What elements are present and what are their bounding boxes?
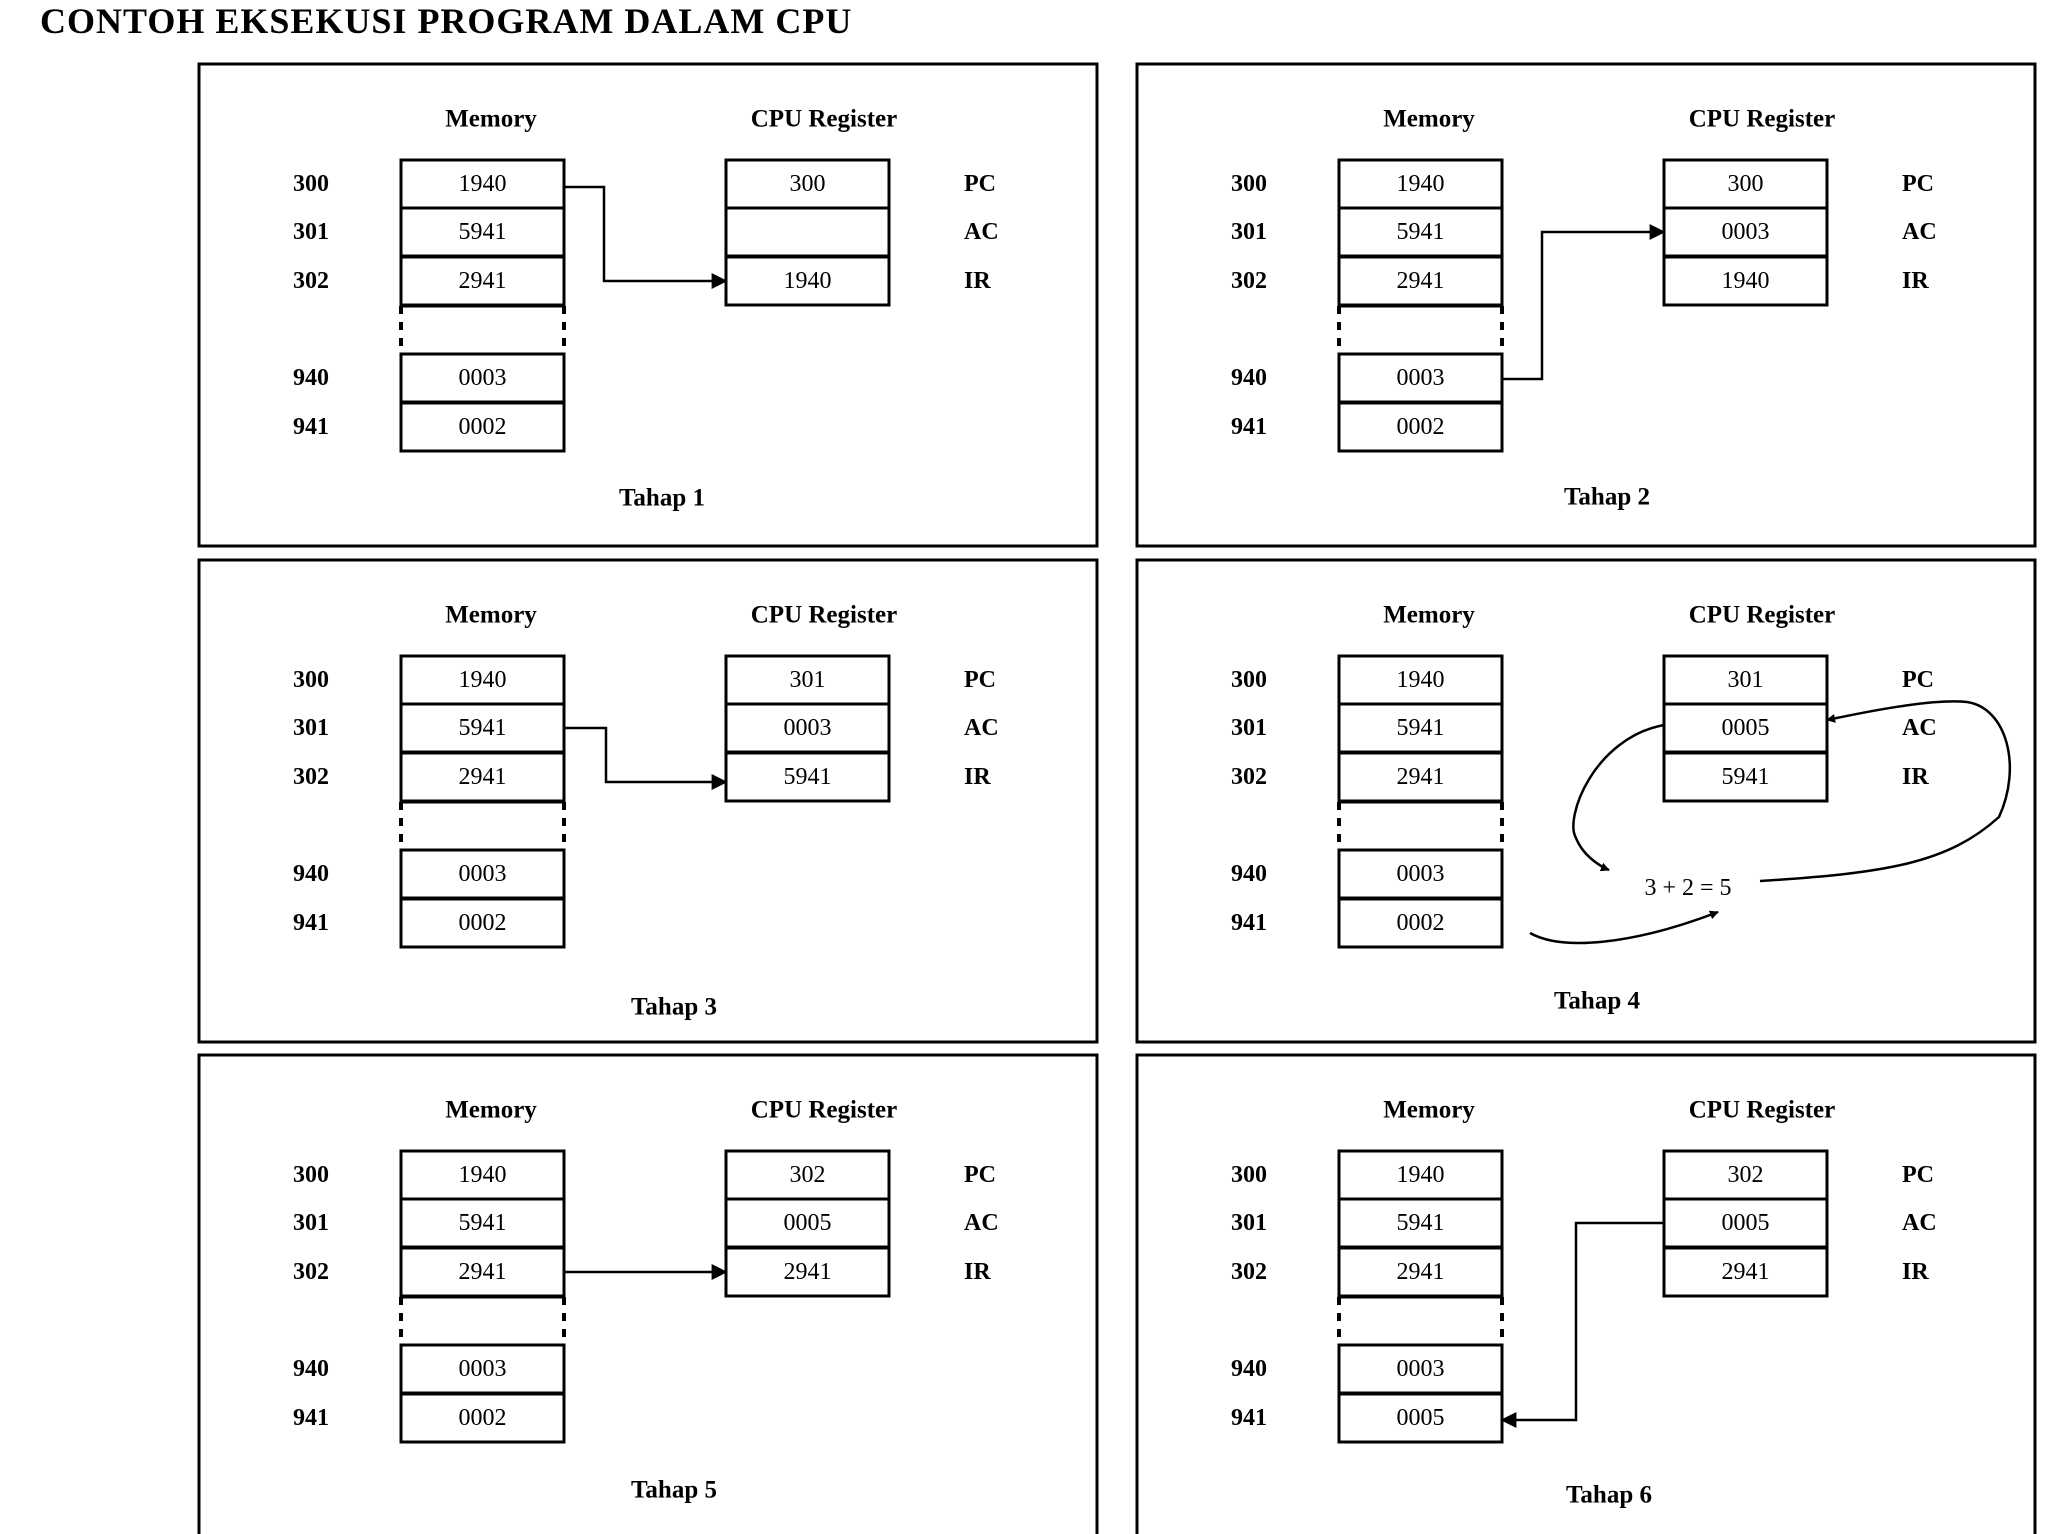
memory-value-941: 0002 bbox=[458, 910, 507, 936]
cpu-register-header: CPU Register bbox=[750, 601, 898, 629]
memory-value-940: 0003 bbox=[458, 861, 507, 887]
memory-value-301: 5941 bbox=[458, 1210, 507, 1236]
address-label-941: 941 bbox=[293, 414, 329, 440]
stage-label: Tahap 4 bbox=[1554, 987, 1640, 1015]
address-label-302: 302 bbox=[1231, 764, 1267, 790]
stage-panel-2 bbox=[1137, 64, 2035, 546]
memory-value-302: 2941 bbox=[458, 268, 507, 294]
panel-border bbox=[1137, 64, 2035, 546]
memory-value-941: 0005 bbox=[1396, 1405, 1445, 1431]
address-label-940: 940 bbox=[293, 861, 329, 887]
register-label-ac: AC bbox=[964, 715, 999, 741]
address-label-301: 301 bbox=[293, 715, 329, 741]
memory-value-301: 5941 bbox=[458, 219, 507, 245]
register-value-pc: 301 bbox=[789, 667, 826, 693]
memory-value-941: 0002 bbox=[1396, 414, 1445, 440]
register-value-pc: 302 bbox=[789, 1162, 826, 1188]
register-value-ac: 0003 bbox=[783, 715, 832, 741]
register-label-pc: PC bbox=[964, 667, 996, 693]
address-label-301: 301 bbox=[1231, 1210, 1267, 1236]
panel-border bbox=[199, 1055, 1097, 1534]
address-label-940: 940 bbox=[1231, 861, 1267, 887]
memory-header: Memory bbox=[1383, 601, 1475, 629]
memory-value-302: 2941 bbox=[1396, 764, 1445, 790]
memory-value-301: 5941 bbox=[1396, 219, 1445, 245]
memory-value-940: 0003 bbox=[458, 1356, 507, 1382]
register-label-ac: AC bbox=[1902, 219, 1937, 245]
stage-panel-1 bbox=[199, 64, 1097, 546]
memory-header: Memory bbox=[445, 601, 537, 629]
register-label-ac: AC bbox=[1902, 1210, 1937, 1236]
stage-label: Tahap 5 bbox=[631, 1476, 717, 1504]
memory-value-300: 1940 bbox=[1396, 1162, 1445, 1188]
mem-to-add-arrow bbox=[1530, 912, 1718, 943]
address-label-300: 300 bbox=[1231, 171, 1267, 197]
address-label-302: 302 bbox=[293, 1259, 329, 1285]
address-label-301: 301 bbox=[1231, 219, 1267, 245]
address-label-302: 302 bbox=[293, 268, 329, 294]
panel-border bbox=[199, 64, 1097, 546]
memory-value-301: 5941 bbox=[458, 715, 507, 741]
stage-label: Tahap 6 bbox=[1566, 1481, 1652, 1509]
address-label-300: 300 bbox=[293, 667, 329, 693]
cpu-register-header: CPU Register bbox=[750, 105, 898, 133]
register-value-ac: 0005 bbox=[1721, 715, 1770, 741]
page-title: CONTOH EKSEKUSI PROGRAM DALAM CPU bbox=[40, 1, 853, 41]
register-value-pc: 302 bbox=[1727, 1162, 1764, 1188]
memory-value-302: 2941 bbox=[458, 764, 507, 790]
fetch-arrow bbox=[564, 187, 726, 281]
address-label-300: 300 bbox=[293, 171, 329, 197]
register-value-ir: 2941 bbox=[783, 1259, 832, 1285]
address-label-941: 941 bbox=[293, 910, 329, 936]
register-value-ir: 1940 bbox=[783, 268, 832, 294]
cpu-register-header: CPU Register bbox=[1688, 1096, 1836, 1124]
memory-value-941: 0002 bbox=[1396, 910, 1445, 936]
memory-value-300: 1940 bbox=[458, 667, 507, 693]
register-label-ir: IR bbox=[964, 764, 991, 790]
fetch-arrow bbox=[564, 728, 726, 782]
register-value-ir: 1940 bbox=[1721, 268, 1770, 294]
address-label-940: 940 bbox=[1231, 1356, 1267, 1382]
memory-header: Memory bbox=[1383, 1096, 1475, 1124]
register-label-ac: AC bbox=[964, 219, 999, 245]
address-label-302: 302 bbox=[1231, 1259, 1267, 1285]
address-label-941: 941 bbox=[1231, 1405, 1267, 1431]
memory-value-941: 0002 bbox=[458, 1405, 507, 1431]
address-label-941: 941 bbox=[1231, 910, 1267, 936]
register-value-pc: 300 bbox=[789, 171, 826, 197]
memory-value-302: 2941 bbox=[458, 1259, 507, 1285]
memory-value-300: 1940 bbox=[1396, 667, 1445, 693]
memory-header: Memory bbox=[445, 105, 537, 133]
address-label-941: 941 bbox=[293, 1405, 329, 1431]
stage-label: Tahap 2 bbox=[1564, 483, 1650, 511]
panel-border bbox=[199, 560, 1097, 1042]
register-label-pc: PC bbox=[1902, 171, 1934, 197]
register-value-ac: 0005 bbox=[783, 1210, 832, 1236]
register-label-ir: IR bbox=[964, 268, 991, 294]
address-label-301: 301 bbox=[1231, 715, 1267, 741]
memory-value-300: 1940 bbox=[1396, 171, 1445, 197]
memory-value-940: 0003 bbox=[1396, 365, 1445, 391]
address-label-300: 300 bbox=[1231, 667, 1267, 693]
register-label-ac: AC bbox=[1902, 715, 1937, 741]
register-cell bbox=[726, 208, 889, 256]
store-arrow bbox=[1502, 1223, 1664, 1420]
addition-note: 3 + 2 = 5 bbox=[1644, 875, 1732, 901]
panel-border bbox=[1137, 560, 2035, 1042]
address-label-940: 940 bbox=[1231, 365, 1267, 391]
address-label-940: 940 bbox=[293, 1356, 329, 1382]
register-value-ir: 2941 bbox=[1721, 1259, 1770, 1285]
register-value-ir: 5941 bbox=[1721, 764, 1770, 790]
address-label-302: 302 bbox=[1231, 268, 1267, 294]
address-label-300: 300 bbox=[1231, 1162, 1267, 1188]
register-label-pc: PC bbox=[1902, 1162, 1934, 1188]
memory-value-940: 0003 bbox=[1396, 1356, 1445, 1382]
address-label-940: 940 bbox=[293, 365, 329, 391]
memory-value-940: 0003 bbox=[1396, 861, 1445, 887]
cpu-register-header: CPU Register bbox=[1688, 601, 1836, 629]
address-label-941: 941 bbox=[1231, 414, 1267, 440]
stage-panel-3 bbox=[199, 560, 1097, 1042]
register-label-ac: AC bbox=[964, 1210, 999, 1236]
memory-value-300: 1940 bbox=[458, 1162, 507, 1188]
address-label-301: 301 bbox=[293, 1210, 329, 1236]
register-value-ir: 5941 bbox=[783, 764, 832, 790]
address-label-302: 302 bbox=[293, 764, 329, 790]
cpu-register-header: CPU Register bbox=[1688, 105, 1836, 133]
register-label-ir: IR bbox=[1902, 764, 1929, 790]
memory-value-302: 2941 bbox=[1396, 1259, 1445, 1285]
panel-border bbox=[1137, 1055, 2035, 1534]
register-label-pc: PC bbox=[964, 1162, 996, 1188]
register-value-ac: 0003 bbox=[1721, 219, 1770, 245]
register-label-ir: IR bbox=[1902, 1259, 1929, 1285]
memory-value-302: 2941 bbox=[1396, 268, 1445, 294]
address-label-301: 301 bbox=[293, 219, 329, 245]
register-label-pc: PC bbox=[964, 171, 996, 197]
memory-header: Memory bbox=[445, 1096, 537, 1124]
stage-panel-5 bbox=[199, 1055, 1097, 1534]
memory-value-301: 5941 bbox=[1396, 715, 1445, 741]
register-value-pc: 301 bbox=[1727, 667, 1764, 693]
register-value-ac: 0005 bbox=[1721, 1210, 1770, 1236]
memory-header: Memory bbox=[1383, 105, 1475, 133]
stage-panel-6 bbox=[1137, 1055, 2035, 1534]
memory-value-941: 0002 bbox=[458, 414, 507, 440]
load-arrow bbox=[1502, 232, 1664, 379]
ac-to-add-arrow bbox=[1573, 725, 1664, 870]
memory-value-300: 1940 bbox=[458, 171, 507, 197]
memory-value-940: 0003 bbox=[458, 365, 507, 391]
register-label-ir: IR bbox=[964, 1259, 991, 1285]
cpu-register-header: CPU Register bbox=[750, 1096, 898, 1124]
register-label-pc: PC bbox=[1902, 667, 1934, 693]
register-label-ir: IR bbox=[1902, 268, 1929, 294]
memory-value-301: 5941 bbox=[1396, 1210, 1445, 1236]
register-value-pc: 300 bbox=[1727, 171, 1764, 197]
stage-label: Tahap 3 bbox=[631, 993, 717, 1021]
address-label-300: 300 bbox=[293, 1162, 329, 1188]
stage-label: Tahap 1 bbox=[619, 484, 705, 512]
stage-panel-4 bbox=[1137, 560, 2035, 1042]
